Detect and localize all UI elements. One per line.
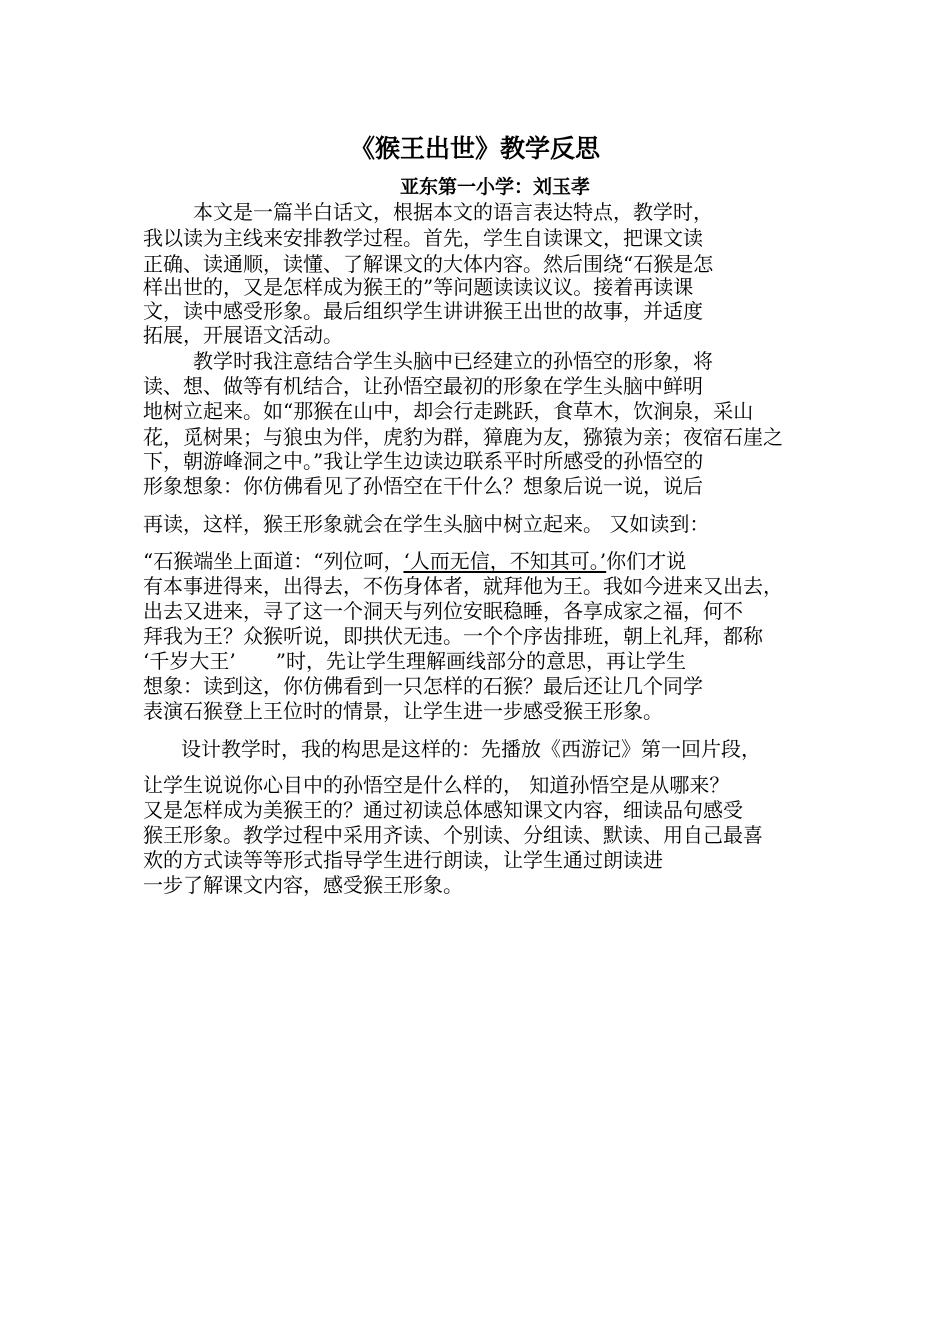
text-line: 地树立起来。如“那猴在山中，却会行走跳跃，食草木，饮涧泉，采山 — [143, 399, 754, 423]
text-line: 文，读中感受形象。最后组织学生讲讲猴王出世的故事，并适度 — [143, 299, 703, 323]
text-line: 又是怎样成为美猴王的？通过初读总体感知课文内容，细读品句感受 — [143, 798, 743, 822]
quote-continue: 你们才说 — [606, 549, 687, 573]
text-line: 设计教学时，我的构思是这样的：先播放《西游记》第一回片段， — [181, 737, 761, 761]
text-line: 出去又进来，寻了这一个洞天与列位安眠稳睡，各享成家之福，何不 — [143, 599, 743, 623]
text-line: 拜我为王？众猴听说，即拱伏无违。一个个序齿排班，朝上礼拜，都称 — [143, 624, 763, 648]
text-line: 想象：读到这，你仿佛看到一只怎样的石猴？最后还让几个同学 — [143, 674, 703, 698]
author-line: 亚东第一小学：刘玉孝 — [400, 176, 591, 198]
text-line: 正确、读通顺，读懂、了解课文的大体内容。然后围绕“石猴是怎 — [143, 252, 714, 276]
text-line: 欢的方式读等等形式指导学生进行朗读，让学生通过朗读进 — [143, 848, 663, 872]
text-line: 本文是一篇半白话文，根据本文的语言表达特点，教学时， — [193, 200, 713, 224]
text-line: 再读，这样，猴王形象就会在学生头脑中树立起来。 又如读到： — [143, 512, 710, 536]
text-line: 我以读为主线来安排教学过程。首先，学生自读课文，把课文读 — [143, 226, 703, 250]
document-title: 《猴王出世》教学反思 — [349, 134, 600, 163]
text-line: 表演石猴登上王位时的情景，让学生进一步感受猴王形象。 — [143, 699, 663, 723]
quote-start: “石猴端坐上面道：“列位呵， — [143, 549, 404, 573]
text-line: 样出世的，又是怎样成为猴王的”等问题读读议议。接着再读课 — [143, 275, 694, 299]
text-line: 拓展，开展语文活动。 — [143, 323, 343, 347]
text-line: 读、想、做等有机结合，让孙悟空最初的形象在学生头脑中鲜明 — [143, 374, 703, 398]
underlined-phrase: ‘人而无信，不知其可。’ — [403, 549, 607, 573]
text-line: 教学时我注意结合学生头脑中已经建立的孙悟空的形象，将 — [193, 349, 713, 373]
text-line: 下，朝游峰洞之中。”我让学生边读边联系平时所感受的孙悟空的 — [143, 449, 704, 473]
text-line: 花，觅树果；与狼虫为伴，虎豹为群，獐鹿为友，猕猿为亲；夜宿石崖之 — [143, 425, 783, 449]
text-line: 形象想象：你仿佛看见了孙悟空在干什么？想象后说一说，说后 — [143, 474, 703, 498]
text-line: 有本事进得来，出得去，不伤身体者，就拜他为王。我如今进来又出去， — [143, 574, 783, 598]
text-line: 猴王形象。教学过程中采用齐读、个别读、分组读、默读、用自己最喜 — [143, 823, 763, 847]
text-line: 一步了解课文内容，感受猴王形象。 — [143, 873, 463, 897]
text-line: ‘千岁大王’ ”时，先让学生理解画线部分的意思，再让学生 — [143, 649, 686, 673]
text-line — [143, 548, 686, 574]
text-line: 让学生说说你心目中的孙悟空是什么样的， 知道孙悟空是从哪来？ — [143, 773, 730, 797]
